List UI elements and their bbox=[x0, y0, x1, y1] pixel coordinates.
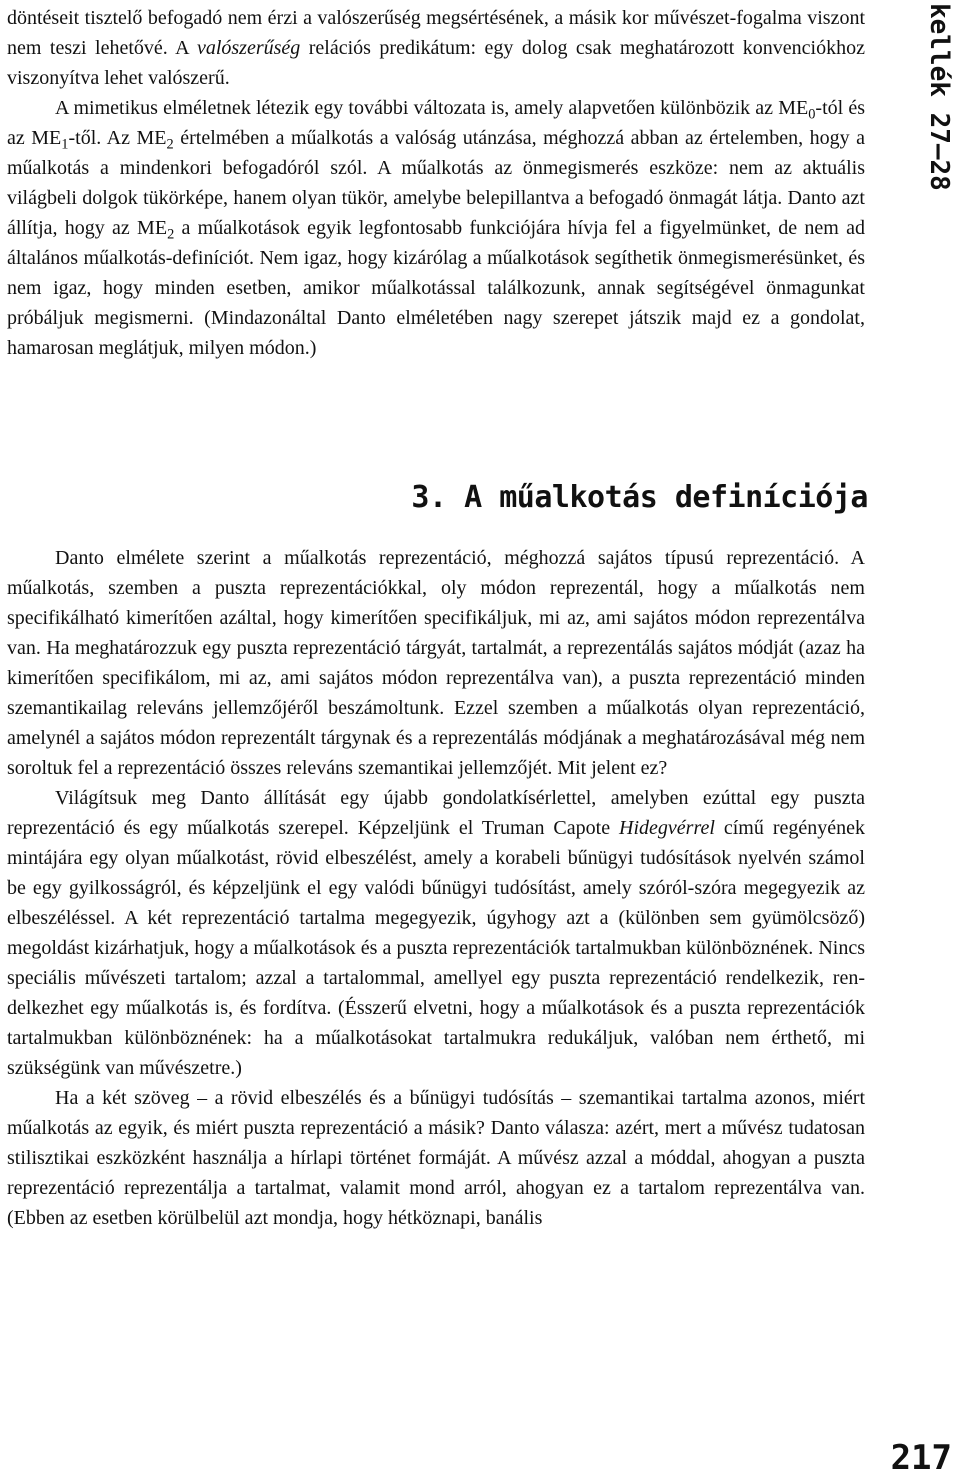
section-number: 3. bbox=[411, 480, 447, 515]
subscript: 2 bbox=[166, 136, 174, 153]
body-text-top bbox=[7, 3, 865, 363]
section-title: A műalkotás definíciója bbox=[464, 480, 868, 515]
paragraph: Danto elmélete szerint a műalkotás reprezentáció, méghozzá sajátos típusú reprezentáció. A műalkotás, szemben a puszta reprezentációkkal, oly módon reprezentál, hogy a műalkotás nem specifikálható kimerítően azáltal, hogy kimerítően specifikáljuk, mi az, ami sajátos módon reprezentálva van. Ha meghatározzuk egy puszta reprezentáció tárgyát, tartalmát, a reprezentálás sajátos módját (azaz ha kimerítően specifikálom, mi az, ami sajátos módon reprezentálva van), a puszta reprezentáció minden szemantikailag releváns jellemzőjéről beszámoltunk. Ezzel szemben a műalkotás olyan reprezentáció, amelynél a sajátos módon reprezentált tárgynak és a reprezentálás módjának a meghatározásával még nem soroltuk fel a reprezentáció összes releváns szemantikai jellemzőjét. Mit jelent ez? bbox=[7, 547, 865, 779]
emphasis: valószerűség bbox=[196, 37, 301, 59]
paragraph: A mimetikus elméletnek létezik egy további változata is, amely alapvetően különbözik az $ME_0$-tól és az $ME_1$-től. Az $ME_2$ értelmében a műalkotás a valóság utánzása, méghozzá abban az értelemben, hogy a műalkotás a mindenkori befogadóról szól. A műalkotás az önmegismerés eszköze: nem az aktuális világbeli dolgok tükörképe, hanem olyan tükör, amelybe belepillantva a befogadó önmagát látja. Danto azt állítja, hogy az $ME_2$ a műalkotások egyik legfontosabb funkciójára hívja fel a figyelmünket, de nem ad általános műalkotás-definíciót. Nem igaz, hogy kizárólag a műalkotások segíthetik önmegismerésünket, és nem igaz, hogy minden esetben, amikor műalkotással találkozunk, annak segítségével önmagunkat próbáljuk megismerni. (Mindazonáltal Danto elméletében nagy szerepet játszik majd ez a gondolat, hamarosan meglátjuk, milyen módon.) bbox=[7, 97, 866, 359]
paragraph: Világítsuk meg Danto állítását egy újabb gondolatkísérlettel, amelyben ezúttal egy puszta reprezentáció és egy műalkotás szerepel. Képzeljünk el Truman Capote Hidegvérrel című regényének mintájára egy olyan műalkotást, rövid elbeszélést, amely a korabeli bűnügyi tudósítások nyelvén számol be egy gyilkosságról, és képzeljünk el egy valódi bűnügyi tudósítást, amely szóról-szóra megegyezik az elbeszéléssel. A két reprezentáció tartalma megegyezik, úgyhogy azt a (különben sem gyümölcsöző) megoldást kizárhatjuk, hogy a műalkotások és a puszta reprezentációk tartalmukban különböznének. Nincs speciális művészeti tartalom; azzal a tartalommal, amellyel egy puszta reprezentáció rendelkezik, rendelkezhet egy műalkotás is, és fordítva. (Ésszerű elvetni, hogy a műalkotások és a puszta reprezentációk tartalmukban különböznének: ha a műalkotásokat tartalmukra redukáljuk, valóban nem érthető, mi szükségünk van művészetre.) bbox=[7, 787, 865, 1079]
section-heading bbox=[411, 480, 868, 515]
subscript: 0 bbox=[808, 106, 816, 123]
emphasis: Hidegvérrel bbox=[619, 817, 715, 839]
paragraph: Ha a két szöveg – a rövid elbeszélés és a bűnügyi tudósítás – szemantikai tartalma azonos, miért műalkotás az egyik, és miért puszta reprezentáció a másik? Danto válasza: azért, mert a művész tudatosan stilisztikai eszközként használja a hírlapi történet formáját. A művész azzal a móddal, ahogyan a puszta reprezentáció reprezentálja a tartalmat, valamit mond arról, ahogyan ez a tartalom reprezentálva van. (Ebben az esetben körülbelül azt mondja, hogy hétköznapi, banális bbox=[7, 1087, 865, 1229]
subscript: 2 bbox=[167, 226, 175, 243]
page-number: 217 bbox=[890, 1438, 952, 1478]
running-head: kellék 27–28 bbox=[924, 3, 954, 191]
body-text-section bbox=[7, 543, 865, 1233]
paragraph: döntéseit tisztelő befogadó nem érzi a valószerűség megsértésének, a másik kor művészet-fogalma viszont nem teszi lehetővé. A valószerűség relációs predikátum: egy dolog csak meghatározott konvenciókhoz viszonyítva lehet valószerű. bbox=[7, 7, 865, 89]
subscript: 1 bbox=[61, 136, 69, 153]
